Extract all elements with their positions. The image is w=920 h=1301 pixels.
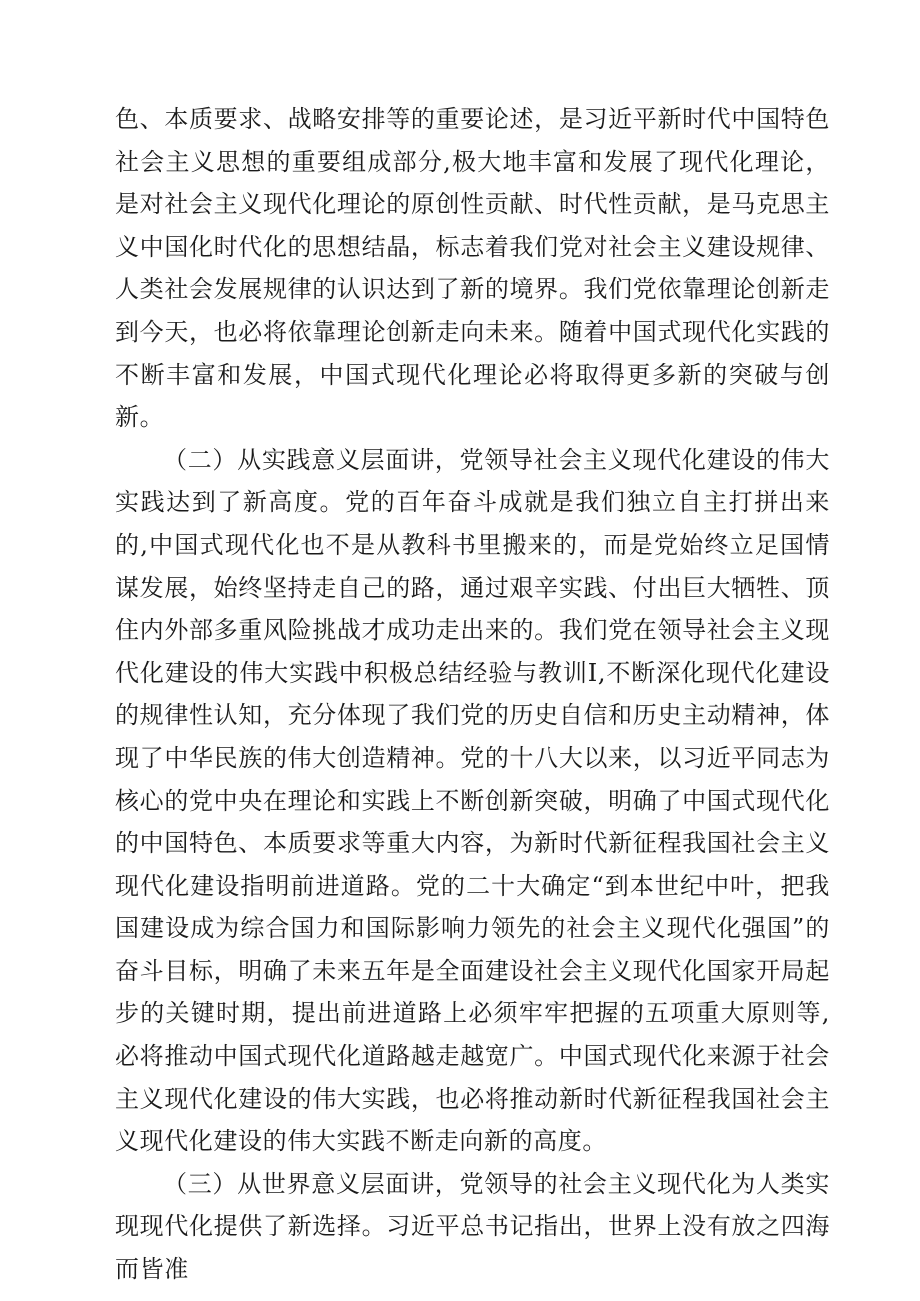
paragraph-2: （二）从实践意义层面讲，党领导社会主义现代化建设的伟大实践达到了新高度。党的百年奋斗成就是我们独立自主打拼出来的,中国式现代化也不是从教科书里搬来的，而是党始终立足国情谋发展，始终坚持走自己的路，通过艰辛实践、付出巨大牺牲、顶住内外部多重风险挑战才成功走出来的。我们党在领导社会主义现代化建设的伟大实践中积极总结经验与教训I,不断深化现代化建设的规律性认知，充分体现了我们党的历史自信和历史主动精神，体现了中华民族的伟大创造精神。党的十八大以来，以习近平同志为核心的党中央在理论和实践上不断创新突破，明确了中国式现代化的中国特色、本质要求等重大内容，为新时代新征程我国社会主义现代化建设指明前进道路。党的二十大确定“到本世纪中叶，把我国建设成为综合国力和国际影响力领先的社会主义现代化强国”的奋斗目标，明确了未来五年是全面建设社会主义现代化国家开局起步的关键时期，提出前进道路上必须牢牢把握的五项重大原则等,必将推动中国式现代化道路越走越宽广。中国式现代化来源于社会主义现代化建设的伟大实践，也必将推动新时代新征程我国社会主义现代化建设的伟大实践不断走向新的高度。 [115, 445, 830, 1156]
paragraph-1: 色、本质要求、战略安排等的重要论述，是习近平新时代中国特色社会主义思想的重要组成部分,极大地丰富和发展了现代化理论，是对社会主义现代化理论的原创性贡献、时代性贡献，是马克思主义中国化时代化的思想结晶，标志着我们党对社会主义建设规律、人类社会发展规律的认识达到了新的境界。我们党依靠理论创新走到今天，也必将依靠理论创新走向未来。随着中国式现代化实践的不断丰富和发展，中国式现代化理论必将取得更多新的突破与创新。 [115, 105, 830, 432]
paragraph-3: （三）从世界意义层面讲，党领导的社会主义现代化为人类实现现代化提供了新选择。习近平总书记指出，世界上没有放之四海而皆准 [115, 1169, 830, 1284]
body-text [115, 98, 830, 1291]
